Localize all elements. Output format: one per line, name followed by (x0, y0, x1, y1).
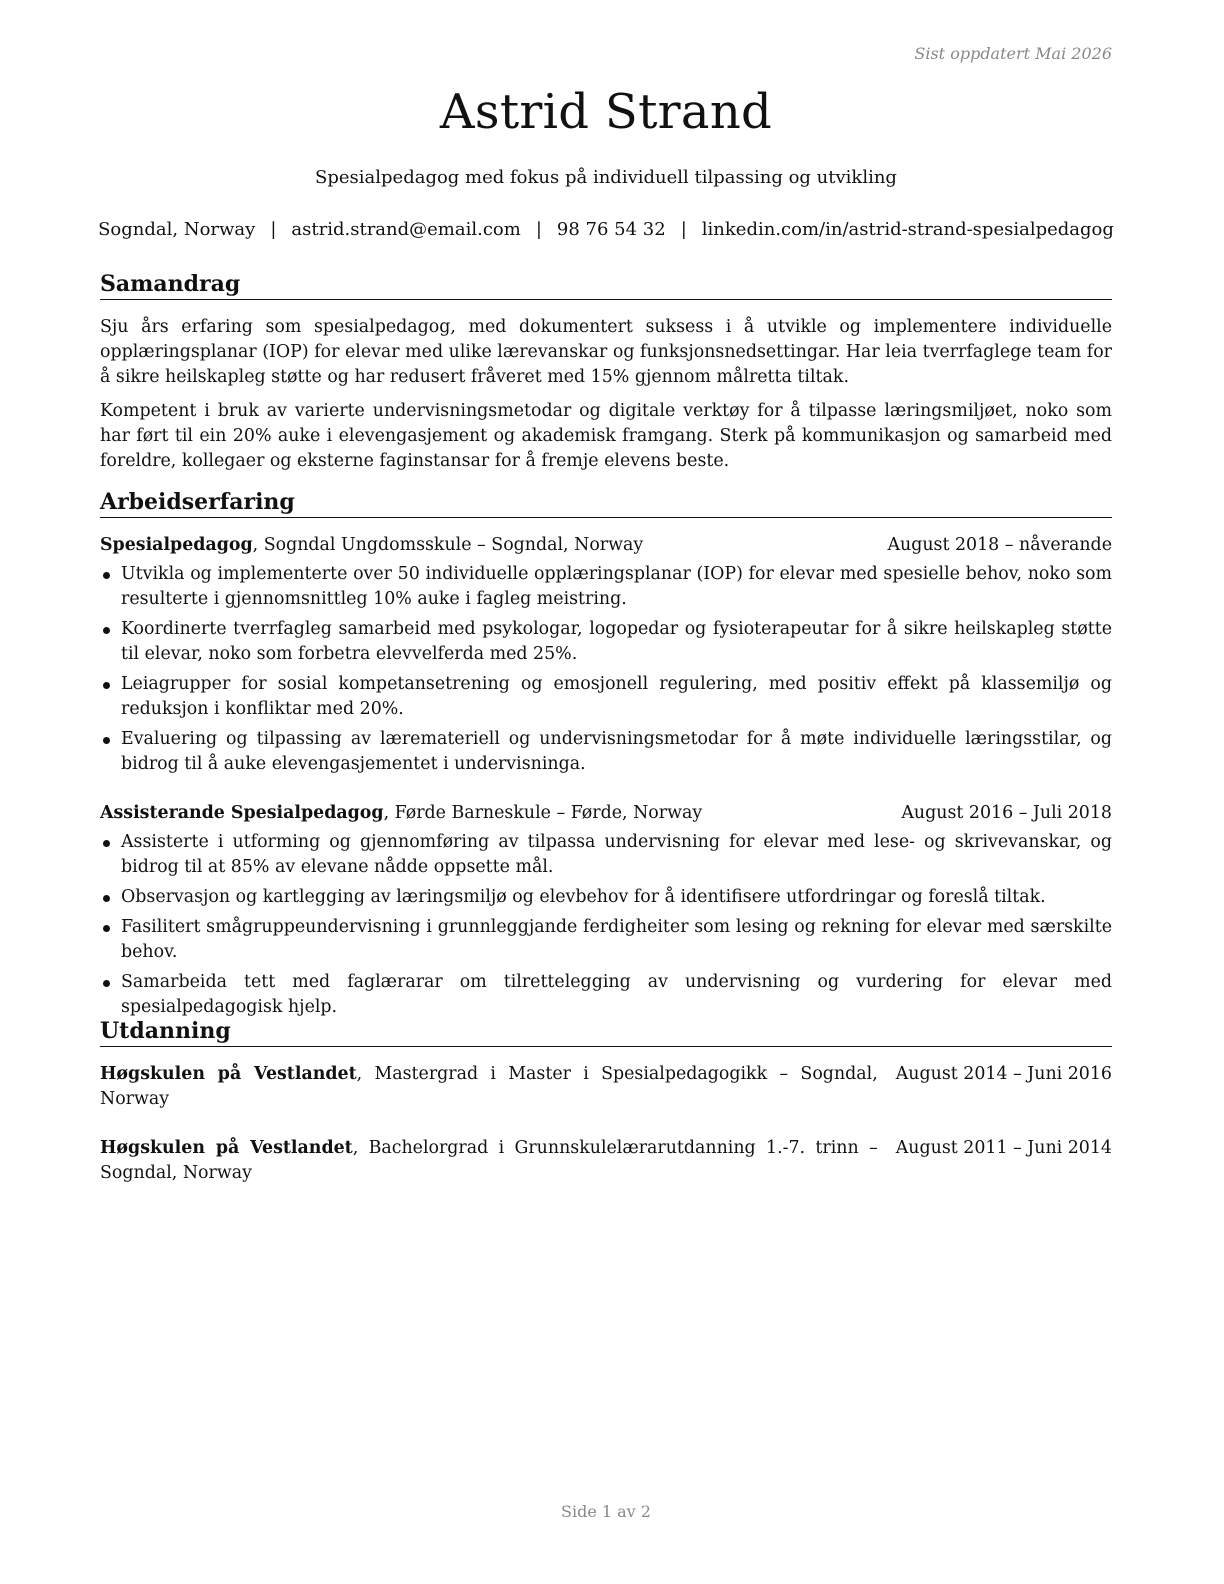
section-title: Utdanning (100, 1017, 1112, 1047)
list-item: Observasjon og kartlegging av læringsmiljø og elevbehov for å identifisere utfordringar og foreslå tiltak. (100, 885, 1112, 910)
education-title-line (100, 1136, 896, 1186)
contact-line (90, 219, 1122, 240)
contact-linkedin[interactable]: linkedin.com/in/astrid-strand-spesialpedagog (701, 219, 1114, 240)
page-number: Side 1 av 2 (561, 1502, 651, 1521)
education-school: Høgskulen på Vestlandet (100, 1138, 353, 1158)
summary-paragraph: Sju års erfaring som spesialpedagog, med dokumentert suksess i å utvikle og implementere individuelle opplæringsplanar (IOP) for elevar med ulike lærevanskar og funksjonsnedsettingar. Har leia tverrfaglege team for å sikre heilskapleg støtte og har redusert fråveret med 15% gjennom målretta tiltak. (100, 317, 1112, 387)
summary-paragraph: Kompetent i bruk av varierte undervisningsmetodar og digitale verktøy for å tilpasse læringsmiljøet, noko som har ført til ein 20% auke i elevengasjement og akademisk framgang. Sterk på kommunikasjon og samarbeid med foreldre, kollegaer og eksterne faginstansar for å fremje elevens beste. (100, 401, 1112, 471)
job-bullets (100, 830, 1112, 1020)
resume-page (100, 0, 1112, 1584)
education-detail: , Mastergrad i Master i Spesialpedagogikk – Sogndal, Norway (100, 1064, 878, 1109)
contact-email[interactable]: astrid.strand@email.com (291, 219, 521, 240)
education-detail: , Bachelorgrad i Grunnskulelærarutdanning 1.-7. trinn – Sogndal, Norway (100, 1138, 878, 1183)
job-header (100, 533, 1112, 558)
list-item: Fasilitert smågruppeundervisning i grunnleggjande ferdigheiter som lesing og rekning for elevar med særskilte behov. (100, 915, 1112, 965)
list-item: Koordinerte tverrfagleg samarbeid med psykologar, logopedar og fysioterapeutar for å sikre heilskapleg støtte til elevar, noko som forbetra elevvelferda med 25%. (100, 617, 1112, 667)
education-school: Høgskulen på Vestlandet (100, 1064, 357, 1084)
job-entry (100, 801, 1112, 1020)
list-item: Leiagrupper for sosial kompetansetrening og emosjonell regulering, med positiv effekt på klassemiljø og reduksjon i konfliktar med 20%. (100, 672, 1112, 722)
job-title-line (100, 801, 901, 826)
job-dates: August 2016 – Juli 2018 (901, 803, 1112, 823)
contact-separator: | (680, 219, 687, 240)
section-title: Arbeidserfaring (100, 488, 1112, 518)
education-section (100, 1017, 1112, 1186)
experience-section (100, 488, 1112, 1020)
contact-separator: | (535, 219, 542, 240)
job-role: Spesialpedagog (100, 535, 253, 555)
contact-phone: 98 76 54 32 (556, 219, 666, 240)
list-item: Evaluering og tilpassing av læremateriell og undervisningsmetodar for å møte individuelle læringsstilar, og bidrog til å auke elevengasjementet i undervisninga. (100, 727, 1112, 777)
job-dates: August 2018 – nåverande (887, 535, 1112, 555)
last-updated: Sist oppdatert Mai 2026 (914, 44, 1112, 63)
education-dates: August 2014 – Juni 2016 (895, 1064, 1112, 1084)
list-item: Samarbeida tett med faglærarar om tilrettelegging av undervisning og vurdering for elevar med spesialpedagogisk hjelp. (100, 970, 1112, 1020)
tagline: Spesialpedagog med fokus på individuell tilpassing og utvikling (315, 167, 897, 188)
job-role: Assisterande Spesialpedagog (100, 803, 384, 823)
list-item: Assisterte i utforming og gjennomføring av tilpassa undervisning for elevar med lese- og skrivevanskar, og bidrog til at 85% av elevane nådde oppsette mål. (100, 830, 1112, 880)
list-item: Utvikla og implementerte over 50 individuelle opplæringsplanar (IOP) for elevar med spesielle behov, noko som resulterte i gjennomsnittleg 10% auke i fagleg meistring. (100, 562, 1112, 612)
education-entry (100, 1136, 1112, 1186)
section-title: Samandrag (100, 270, 1112, 300)
job-place: , Førde Barneskule – Førde, Norway (383, 803, 703, 823)
candidate-name: Astrid Strand (439, 84, 773, 140)
job-place: , Sogndal Ungdomsskule – Sogndal, Norway (252, 535, 644, 555)
job-header (100, 801, 1112, 826)
education-dates: August 2011 – Juni 2014 (895, 1138, 1112, 1158)
contact-separator: | (270, 219, 277, 240)
education-title-line (100, 1062, 896, 1112)
job-entry (100, 533, 1112, 777)
contact-location: Sogndal, Norway (98, 219, 256, 240)
education-entry (100, 1062, 1112, 1112)
summary-section (100, 270, 1112, 474)
job-bullets (100, 562, 1112, 777)
job-title-line (100, 533, 887, 558)
